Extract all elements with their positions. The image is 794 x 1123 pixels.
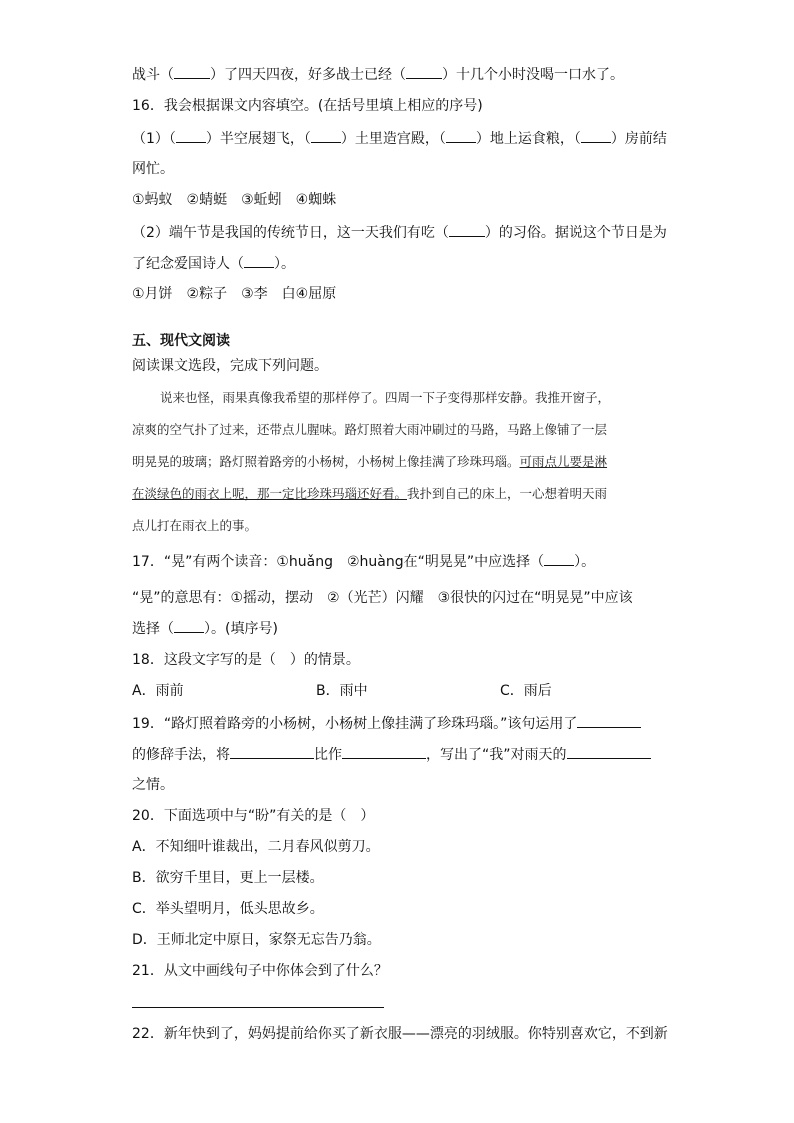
passage-line-1: 说来也怪，雨果真像我希望的那样停了。四周一下子变得那样安静。我推开窗子， xyxy=(160,390,611,405)
text-segment: ，写出了“我”对雨天的 xyxy=(426,747,567,763)
text-segment: ）了四天四夜，好多战士已经（ xyxy=(210,67,406,83)
fill-blank[interactable] xyxy=(449,222,485,237)
text-segment: ）。(填序号) xyxy=(204,621,278,637)
q16-options-1: ①蚂蚁 ②蜻蜓 ③蚯蚓 ④蜘蛛 xyxy=(132,192,337,208)
q16-part1-continuation: 网忙。 xyxy=(132,161,174,177)
section-intro: 阅读课文选段，完成下列问题。 xyxy=(132,358,328,374)
q17-line-1 xyxy=(132,551,595,572)
q20-option-d[interactable]: D．王师北定中原日，家祭无忘告乃翁。 xyxy=(132,932,381,948)
passage-line-4 xyxy=(132,484,662,504)
fill-blank[interactable] xyxy=(342,744,426,759)
passage-line-5: 点儿打在雨衣上的事。 xyxy=(132,518,258,533)
text-segment: ）土里造宫殿，（ xyxy=(340,131,446,147)
q19-line-2 xyxy=(132,744,651,765)
text-segment: 了纪念爱国诗人（ xyxy=(132,256,244,272)
fill-blank[interactable] xyxy=(311,128,341,143)
fill-blank[interactable] xyxy=(567,744,651,759)
text-segment: 的修辞手法，将 xyxy=(132,747,230,763)
q16-part2-line xyxy=(132,222,667,243)
text-segment: （1）（ xyxy=(132,131,176,147)
passage-line-3 xyxy=(132,452,662,472)
text-segment: 明晃晃的玻璃；路灯照着路旁的小杨树，小杨树上像挂满了珍珠玛瑙。 xyxy=(132,454,520,469)
q16-part1-line xyxy=(132,128,667,149)
fill-blank[interactable] xyxy=(244,253,274,268)
q18-title: 18．这段文字写的是（ ）的情景。 xyxy=(132,652,360,668)
q17-line-2: “晃”的意思有：①摇动，摆动 ②（光芒）闪耀 ③很快的闪过在“明晃晃”中应该 xyxy=(132,590,633,606)
text-segment: ）房前结 xyxy=(610,131,667,147)
text-segment: 比作 xyxy=(314,747,342,763)
text-segment: ）。 xyxy=(574,554,596,570)
fill-blank[interactable] xyxy=(406,64,442,79)
text-segment: 选择（ xyxy=(132,621,174,637)
q16-options-2: ①月饼 ②粽子 ③李 白④屈原 xyxy=(132,286,337,302)
text-segment: 我扑到自己的床上，一心想着明天雨 xyxy=(407,486,608,501)
q20-option-b[interactable]: B．欲穷千里目，更上一层楼。 xyxy=(132,870,324,886)
q20-option-c[interactable]: C．举头望明月，低头思故乡。 xyxy=(132,901,324,917)
q21-answer-line[interactable] xyxy=(132,1007,384,1008)
q18-option-b[interactable]: B．雨中 xyxy=(316,683,368,699)
q16-title: 16．我会根据课文内容填空。(在括号里填上相应的序号) xyxy=(132,98,483,114)
text-segment: （2）端午节是我国的传统节日，这一天我们有吃（ xyxy=(132,225,449,241)
fill-blank[interactable] xyxy=(174,64,210,79)
fill-blank[interactable] xyxy=(174,618,204,633)
text-segment: ）。 xyxy=(274,256,295,272)
underlined-sentence: 在淡绿色的雨衣上呢，那一定比珍珠玛瑙还好看。 xyxy=(132,486,408,501)
q20-title: 20．下面选项中与“盼”有关的是（ ） xyxy=(132,808,375,824)
text-segment: ）十几个小时没喝一口水了。 xyxy=(442,67,624,83)
text-segment: ）地上运食粮，（ xyxy=(475,131,581,147)
q16-part2-continuation xyxy=(132,253,295,274)
text-segment: ）的习俗。据说这个节日是为 xyxy=(484,225,667,241)
q15-continuation-line xyxy=(132,64,624,85)
text-segment: 17．“晃”有两个读音：①huǎng ②huàng在“明晃晃”中应选择（ xyxy=(132,554,545,570)
q17-line-3 xyxy=(132,618,278,639)
fill-blank[interactable] xyxy=(230,744,314,759)
q22-title: 22．新年快到了，妈妈提前给你买了新衣服——漂亮的羽绒服。你特别喜欢它，不到新 xyxy=(132,1026,668,1042)
text-segment: 战斗（ xyxy=(132,67,174,83)
passage-line-2: 凉爽的空气扑了过来，还带点儿腥味。路灯照着大雨冲刷过的马路，马路上像铺了一层 xyxy=(132,422,608,437)
fill-blank[interactable] xyxy=(577,713,641,728)
q21-title: 21．从文中画线句子中你体会到了什么？ xyxy=(132,963,388,979)
q18-option-c[interactable]: C．雨后 xyxy=(500,683,552,699)
underlined-sentence: 可雨点儿要是淋 xyxy=(519,454,608,469)
q18-option-a[interactable]: A．雨前 xyxy=(132,683,184,699)
q19-line-3: 之情。 xyxy=(132,777,174,793)
fill-blank[interactable] xyxy=(176,128,206,143)
q20-option-a[interactable]: A．不知细叶谁裁出，二月春风似剪刀。 xyxy=(132,839,380,855)
fill-blank[interactable] xyxy=(581,128,611,143)
q19-line-1 xyxy=(132,713,641,734)
fill-blank[interactable] xyxy=(544,551,574,566)
section-heading: 五、现代文阅读 xyxy=(132,333,230,349)
text-segment: 19．“路灯照着路旁的小杨树，小杨树上像挂满了珍珠玛瑙。”该句运用了 xyxy=(132,716,578,732)
text-segment: ）半空展翅飞，（ xyxy=(205,131,311,147)
fill-blank[interactable] xyxy=(446,128,476,143)
